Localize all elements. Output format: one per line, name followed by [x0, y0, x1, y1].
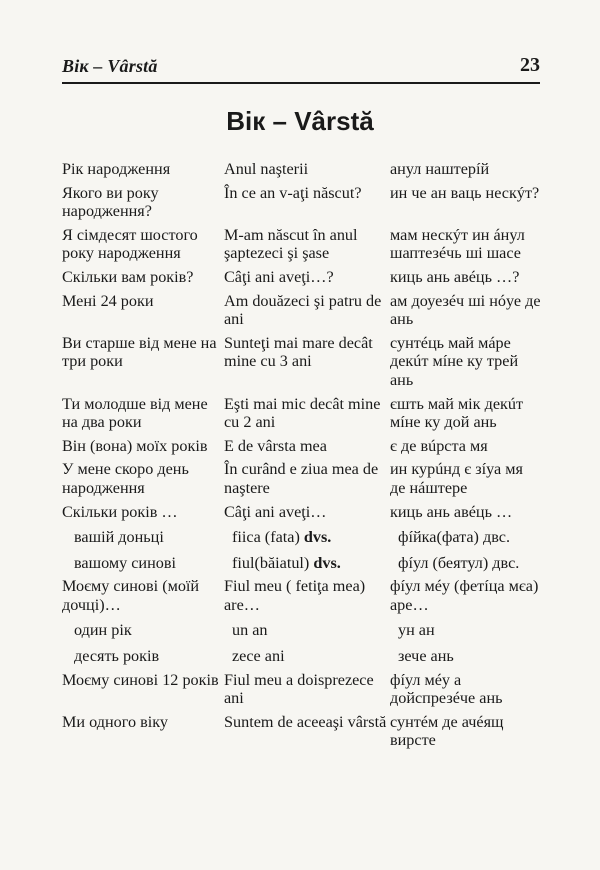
romanian-phrase: fiica (fata) dvs.: [232, 528, 332, 547]
phrase-row: [62, 552, 542, 573]
romanian-phrase: fiul(băiatul) dvs.: [232, 553, 341, 572]
ukrainian-phrase: десять років: [74, 647, 160, 666]
transliteration: фíул мéу (фетíца мєа) аре…: [390, 577, 539, 614]
ukrainian-phrase: Рік народження: [62, 160, 171, 178]
phrase-row: [62, 645, 542, 666]
phrase-row: [62, 437, 542, 456]
page-number: 23: [520, 54, 540, 76]
transliteration: сунтéць май мáре декúт мíне ку трей ань: [390, 333, 519, 389]
romanian-phrase: Sunteţi mai mare decât mine cu 3 ani: [224, 333, 373, 371]
romanian-phrase: În curând e ziua mea de naştere: [224, 460, 379, 497]
phrase-table: [62, 160, 542, 755]
transliteration: фíул мéу а дойспрезéче ань: [390, 670, 503, 708]
romanian-phrase: M-am născut în anul şaptezeci şi şase: [224, 225, 358, 263]
phrase-row: [62, 160, 542, 179]
ukrainian-phrase: Я сімдесят шостого року народження: [62, 225, 198, 263]
phrase-row: [62, 292, 542, 329]
phrase-row: [62, 503, 542, 522]
ukrainian-phrase: У мене скоро день народження: [62, 460, 189, 497]
ukrainian-phrase: Він (вона) моїх років: [62, 436, 208, 455]
ukrainian-phrase: Якого ви року народження?: [62, 183, 159, 221]
ukrainian-phrase: Ти молодше від мене на два роки: [62, 394, 208, 432]
romanian-phrase: În ce an v-aţi născut?: [224, 183, 362, 202]
phrase-row: [62, 671, 542, 708]
phrase-row: [62, 577, 542, 614]
ukrainian-phrase: Моєму синові (моїй дочці)…: [62, 577, 200, 614]
transliteration: ам доуезéч ші нóуе де ань: [390, 291, 541, 329]
ukrainian-phrase: один рік: [74, 621, 132, 640]
transliteration: мам нескýт ин áнул шаптезéчь ші шасе: [390, 225, 525, 263]
phrase-row: [62, 713, 542, 750]
phrase-row: [62, 184, 542, 221]
transliteration: зече ань: [398, 647, 454, 666]
transliteration: ин курúнд є зíуа мя де нáштере: [390, 460, 523, 497]
phrase-row: [62, 460, 542, 497]
phrase-row: [62, 619, 542, 640]
running-header: [62, 56, 540, 84]
transliteration: киць ань авéць …: [390, 502, 513, 521]
ukrainian-phrase: Ми одного віку: [62, 712, 168, 731]
romanian-phrase: Fiul meu a doisprezece ani: [224, 670, 374, 708]
romanian-phrase: un an: [232, 621, 268, 640]
ukrainian-phrase: вашій доньці: [74, 528, 164, 547]
ukrainian-phrase: Ви старше від мене на три роки: [62, 333, 217, 371]
transliteration: фíйка(фата) двс.: [398, 528, 511, 547]
ukrainian-phrase: Скільки років …: [62, 502, 178, 521]
romanian-phrase: Fiul meu ( fetiţa mea) are…: [224, 577, 366, 614]
romanian-phrase: E de vârsta mea: [224, 436, 327, 455]
running-head-title: Вік – Vârstă: [62, 56, 158, 76]
romanian-phrase: Anul naşterii: [224, 160, 309, 178]
transliteration: є де вúрста мя: [390, 436, 488, 455]
transliteration: ун ан: [398, 621, 435, 640]
romanian-phrase: Câţi ani aveţi…: [224, 502, 327, 521]
phrase-row: [62, 226, 542, 263]
ukrainian-phrase: Скільки вам років?: [62, 267, 194, 286]
romanian-phrase: zece ani: [232, 647, 285, 666]
ukrainian-phrase: Мені 24 роки: [62, 291, 154, 310]
transliteration: фíул (беятул) двс.: [398, 553, 520, 572]
phrase-row: [62, 334, 542, 390]
romanian-phrase: Suntem de aceeaşi vârstă: [224, 712, 387, 731]
romanian-phrase: Câţi ani aveţi…?: [224, 267, 334, 286]
transliteration: киць ань авéць …?: [390, 267, 520, 286]
phrase-row: [62, 526, 542, 547]
ukrainian-phrase: Моєму синові 12 років: [62, 670, 219, 689]
phrase-row: [62, 395, 542, 432]
transliteration: сунтéм де ачéящ вирсте: [390, 712, 504, 750]
transliteration: єшть май мік декúт мíне ку дой ань: [390, 394, 524, 432]
phrase-row: [62, 268, 542, 287]
page-title: Вік – Vârstă: [226, 106, 374, 136]
transliteration: анул наштерíй: [390, 160, 490, 178]
ukrainian-phrase: вашому синові: [74, 553, 176, 572]
romanian-phrase: Am douăzeci şi patru de ani: [224, 291, 382, 329]
transliteration: ин че ан вaць нескýт?: [390, 183, 540, 202]
romanian-phrase: Eşti mai mic decât mine cu 2 ani: [224, 394, 381, 432]
